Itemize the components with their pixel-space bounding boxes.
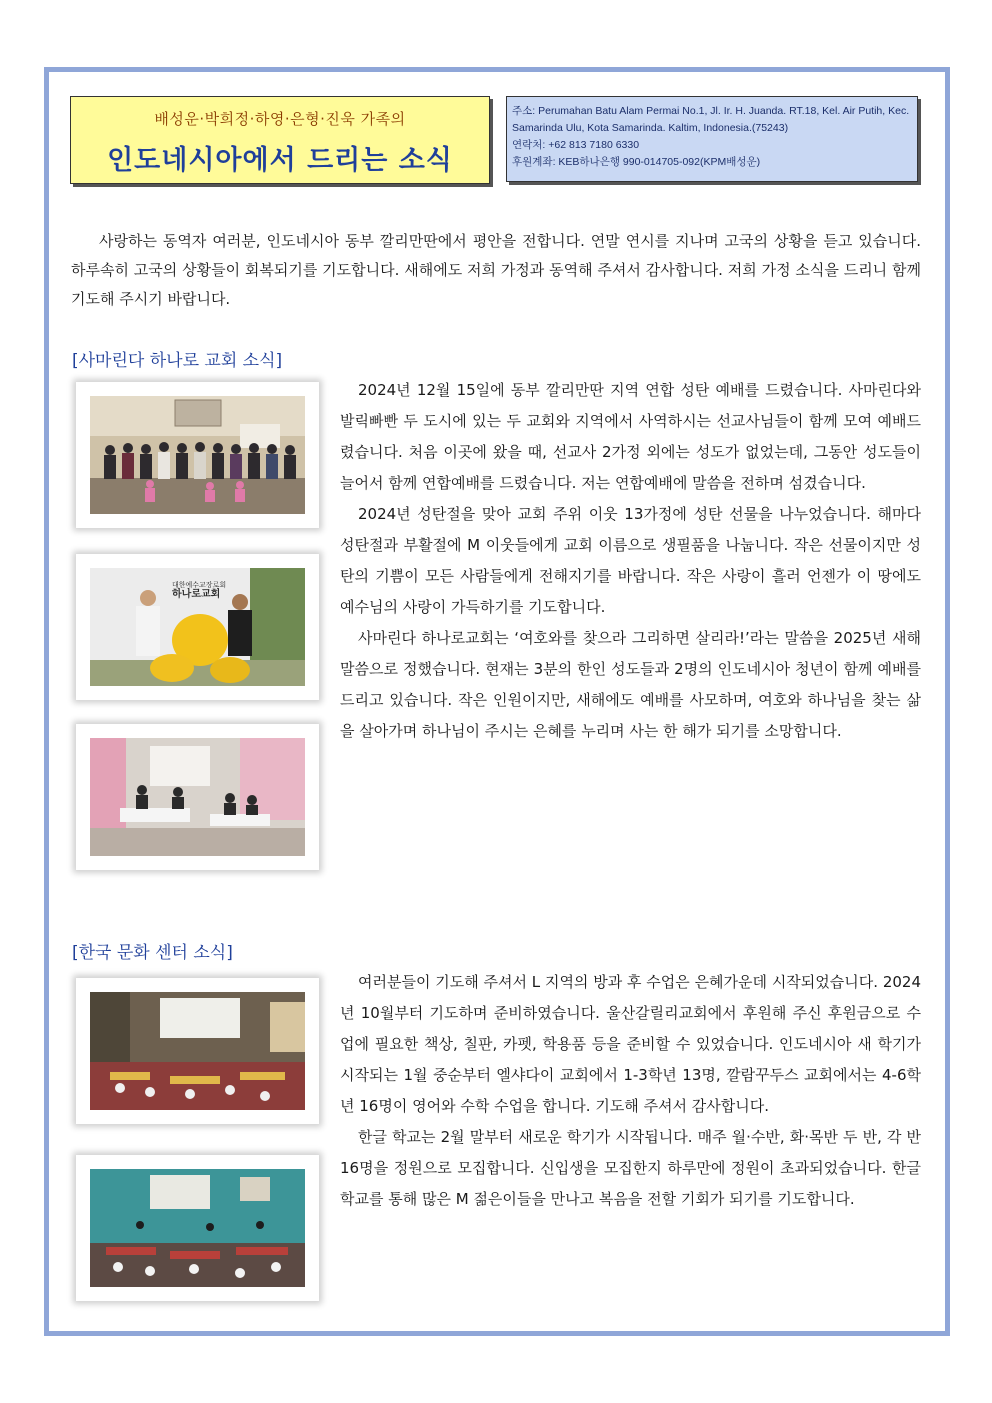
newsletter-title-box [70, 96, 490, 184]
group-photo-illustration [90, 396, 305, 514]
church-paragraph-3: 사마린다 하나로교회는 ‘여호와를 찾으라 그리하면 살리라!’라는 말씀을 2025년 새해 말씀으로 정했습니다. 현재는 3분의 한인 성도들과 2명의 인도네시아 청년이 함께 예배를 드리고 있습니다. 작은 인원이지만, 새해에도 예배를 사모하며, 여호와 하나님을 찾는 삶을 살아가며 하나님이 주시는 은혜를 누리며 사는 한 해가 되기를 소망합니다. [340, 629, 921, 740]
church-sign-line1: 대한예수교장로회 [172, 581, 227, 589]
section-church-title: [사마린다 하나로 교회 소식] [72, 351, 283, 371]
classroom-photo-illustration [90, 992, 305, 1110]
section-church-body [340, 375, 921, 747]
photo-korean-school [76, 1155, 319, 1301]
contact-phone: 연락처: +62 813 7180 6330 [512, 139, 640, 151]
worship-photo-illustration [90, 738, 305, 856]
newsletter-title: 인도네시아에서 드리는 소식 [107, 145, 453, 176]
culture-paragraph-1: 여러분들이 기도해 주셔서 L 지역의 방과 후 수업은 은혜가운데 시작되었습니다. 2024년 10월부터 기도하며 준비하였습니다. 울산갈릴리교회에서 후원해 주신 후원금으로 수업에 필요한 책상, 칠판, 카펫, 학용품 등을 준비할 수 있었습니다. 인도네시아 새 학기가 시작되는 1월 중순부터 엘샤다이 교회에서 1-3학년 13명, 깔람꾸두스 교회에서는 4-6학년 16명이 영어와 수학 수업을 합니다. 기도해 주셔서 감사합니다. [340, 973, 921, 1115]
culture-paragraph-2: 한글 학교는 2월 말부터 새로운 학기가 시작됩니다. 매주 월·수반, 화·목반 두 반, 각 반 16명을 정원으로 모집합니다. 신입생을 모집한지 하루만에 정원이 초과되었습니다. 한글 학교를 통해 많은 M 젊은이들을 만나고 복음을 전할 기회가 되기를 기도합니다. [340, 1128, 921, 1208]
korean-class-photo-illustration [90, 1169, 305, 1287]
photo-worship-room [76, 724, 319, 870]
section-culture-title: [한국 문화 센터 소식] [72, 943, 233, 963]
family-line: 배성운·박희정·하영·은형·진욱 가족의 [154, 110, 406, 128]
photo-christmas-service [76, 382, 319, 528]
intro-paragraph: 사랑하는 동역자 여러분, 인도네시아 동부 깔리만딴에서 평안을 전합니다. 연말 연시를 지나며 고국의 상황을 듣고 있습니다. 하루속히 고국의 상황들이 회복되기를 기도합니다. 새해에도 저희 가정과 동역해 주셔서 감사합니다. 저희 가정 소식을 드리니 함께 기도해 주시기 바랍니다. [71, 232, 921, 308]
contact-address: 주소: Perumahan Batu Alam Permai No.1, Jl. Ir. H. Juanda. RT.18, Kel. Air Putih, Kec. Samarinda Ulu, Kota Samarinda. Kaltim, Indonesia.(75243) [512, 105, 910, 134]
section-culture-body [340, 967, 921, 1215]
church-paragraph-2: 2024년 성탄절을 맞아 교회 주위 이웃 13가정에 성탄 선물을 나누었습니다. 해마다 성탄절과 부활절에 M 이웃들에게 교회 이름으로 생필품을 나눕니다. 작은 선물이지만 성탄의 기쁨이 모든 사람들에게 전해지기를 바랍니다. 작은 사랑이 흘러 언젠가 이 땅에도 예수님의 사랑이 가득하기를 기도합니다. [340, 505, 921, 616]
church-paragraph-1: 2024년 12월 15일에 동부 깔리만딴 지역 연합 성탄 예배를 드렸습니다. 사마린다와 발릭빠빤 두 도시에 있는 두 교회와 지역에서 사역하시는 선교사님들이 함께 모여 예배드렸습니다. 처음 이곳에 왔을 때, 선교사 2가정 외에는 성도가 없었는데, 그동안 성도들이 늘어서 함께 연합예배를 드렸습니다. 저는 연합예배에 말씀을 전하며 섬겼습니다. [340, 381, 921, 492]
photo-christmas-gifts [76, 554, 319, 700]
photo-afterschool-class [76, 978, 319, 1124]
church-sign-line2: 하나로교회 [172, 589, 221, 600]
contact-box [506, 96, 918, 182]
contact-account: 후원계좌: KEB하나은행 990-014705-092(KPM배성운) [512, 156, 761, 168]
